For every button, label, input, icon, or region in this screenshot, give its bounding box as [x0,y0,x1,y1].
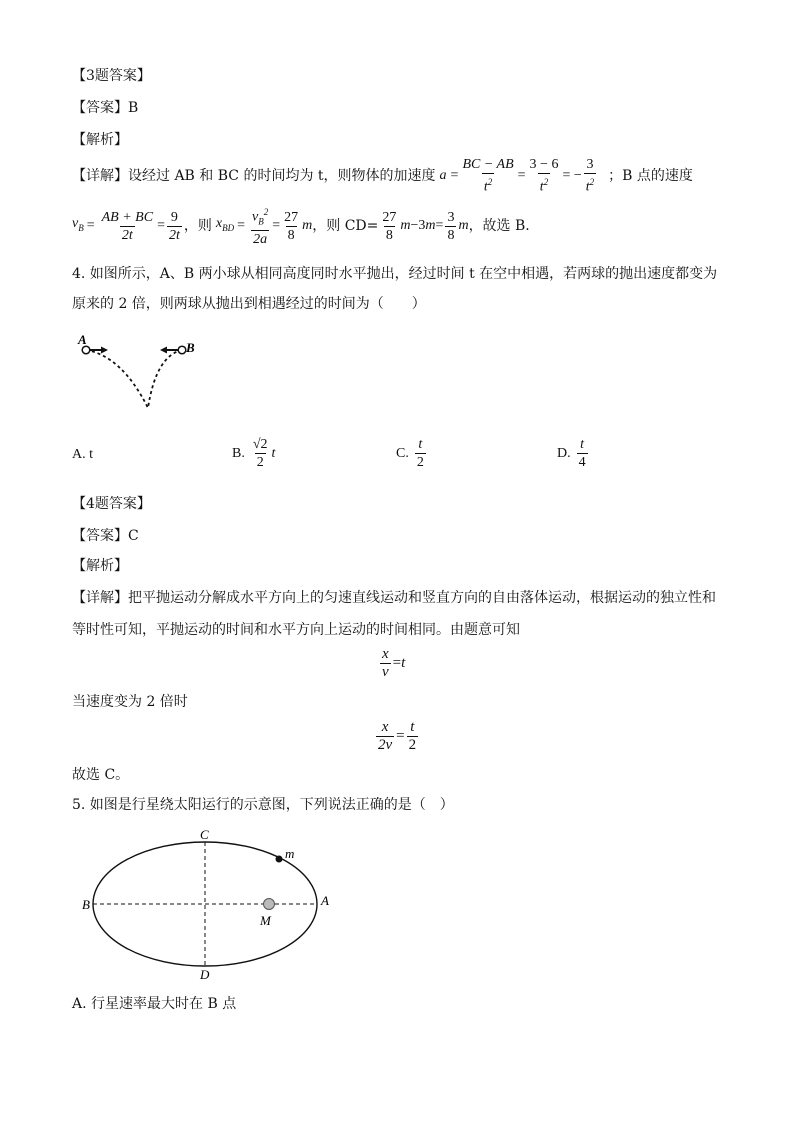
trajectory-a [86,350,148,408]
label-c: C [200,827,209,842]
label-sun: M [260,913,271,928]
cd-result: $\frac{3}{8}$ [447,209,455,243]
q4-option-b: B. $\frac{√2}{2}$ t [232,437,276,470]
acceleration-numeric: $\frac{3 - 6}{t^2}$ [529,157,559,195]
vb-result: $\frac{9}{2t}$ [168,209,180,243]
q4-option-c: C. $\frac{t}{2}$ [396,437,424,470]
cd-fraction: $\frac{27}{8}$ [382,209,397,243]
ball-b [178,346,186,354]
equation-1: $\frac{x}{v}$ = t [382,646,406,680]
q4-conclusion: 故选 C。 [72,767,130,783]
q3-detail-mid: ；B 点的速度 [608,168,693,184]
q4-analysis: 【解析】 [72,558,128,574]
ball-a [82,346,90,354]
label-planet: m [285,846,295,861]
vb-fraction: $\frac{AB + BC}{2t}$ [101,209,154,243]
label-d: D [200,967,210,982]
q3-detail-line2: $v_B$ = $\frac{AB + BC}{2t}$ = $\frac{9}{2t}$ ，则 $x_{BD}$ = $\frac{v_B^2}{2a}$ = $\frac{27}{8}$ m ，则 CD= $\frac{27}{8}$ m −3 m = $\frac{3}{8}$ m ，故选 B. [72,206,530,246]
q4-answer-header: 【4题答案】 [72,496,151,512]
xbd-result: $\frac{27}{8}$ [284,209,299,243]
label-a: A [78,332,87,347]
q4-stem-line2: 原来的 2 倍，则两球从抛出到相遇经过的时间为（ ） [72,296,426,312]
arrowhead-b [160,347,167,354]
q3-answer: 【答案】B [72,100,139,116]
q4-stem-line1: 4. 如图所示，A、B 两小球从相同高度同时水平抛出，经过时间 t 在空中相遇，若两球的抛出速度都变为 [72,266,718,282]
equation-2: $\frac{x}{2v}$ = $\frac{t}{2}$ [378,719,417,753]
xbd-fraction: $\frac{v_B^2}{2a}$ [252,206,269,248]
acceleration-fraction: $\frac{BC - AB}{t^2}$ [462,157,514,195]
projectile-diagram [72,330,212,415]
q3-detail-line1: 【详解】设经过 AB 和 BC 的时间均为 t，则物体的加速度 a = $\frac{BC - AB}{t^2}$ = $\frac{3 - 6}{t^2}$ = − $\frac{3}{t^2}$ ；B 点的速度 [72,157,693,195]
q3-answer-header: 【3题答案】 [72,68,151,84]
label-b-orbit: B [82,897,90,912]
q3-analysis: 【解析】 [72,132,128,148]
orbit-diagram [72,824,352,986]
q4-speed-change: 当速度变为 2 倍时 [72,694,188,710]
q3-detail-then2: ，则 CD= [312,218,379,234]
q4-detail-line2: 等时性可知，平抛运动的时间和水平方向上运动的时间相同。由题意可知 [72,622,520,638]
acceleration-symbol: a [439,168,447,183]
q4-answer: 【答案】C [72,528,139,544]
arrowhead-a [101,347,108,354]
q3-detail-end: ，故选 B. [468,218,530,234]
acceleration-result: $\frac{3}{t^2}$ [585,157,595,195]
q5-stem: 5. 如图是行星绕太阳运行的示意图，下列说法正确的是（ ） [72,797,454,813]
q4-option-d: D. $\frac{t}{4}$ [557,437,586,470]
planet-icon [276,856,283,863]
q4-option-a: A. t [72,447,93,462]
sun-icon [264,899,275,910]
q4-detail-line1: 【详解】把平抛运动分解成水平方向上的匀速直线运动和竖直方向的自由落体运动，根据运动的独立性和 [72,590,716,606]
q3-detail-prefix: 【详解】设经过 AB 和 BC 的时间均为 t，则物体的加速度 [72,168,436,184]
label-a-orbit: A [321,893,329,908]
q3-detail-then: ，则 [183,218,212,234]
label-b: B [186,340,195,355]
q5-option-a: A. 行星速率最大时在 B 点 [72,996,237,1012]
trajectory-b [148,350,182,408]
